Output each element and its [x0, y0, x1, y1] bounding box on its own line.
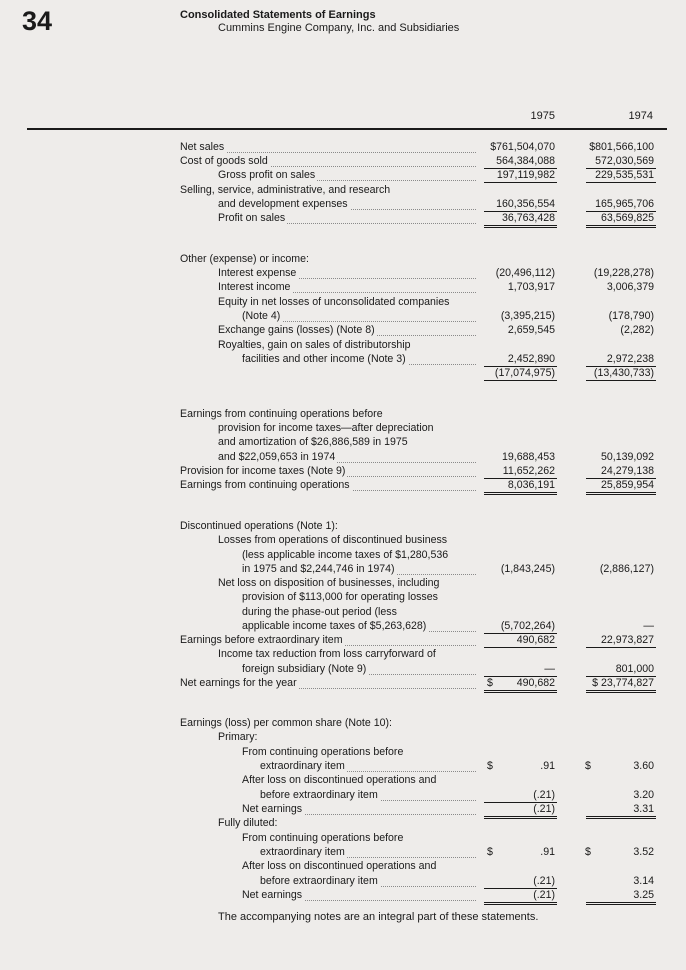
total-double-rule [586, 492, 656, 495]
statement-row [0, 169, 686, 182]
statement-row [0, 563, 686, 576]
total-double-rule [484, 225, 557, 228]
value-1975: 2,659,545 [507, 324, 555, 336]
row-label: during the phase-out period (less [242, 606, 397, 618]
statement-row [0, 860, 686, 873]
statement-row [0, 141, 686, 154]
row-label: Fully diluted: [218, 817, 278, 829]
row-label: From continuing operations before [242, 746, 404, 758]
row-label: Net earnings [242, 889, 303, 901]
statement-row [0, 817, 686, 830]
row-label: before extraordinary item [260, 875, 378, 887]
statement-row [0, 184, 686, 197]
row-label: Cost of goods sold [180, 155, 268, 167]
value-1975: (5,702,264) [500, 620, 555, 632]
row-label: Net sales [180, 141, 225, 153]
row-label: Net loss on disposition of businesses, including [218, 577, 440, 589]
value-1975: (20,496,112) [495, 267, 555, 279]
statement-row [0, 212, 686, 225]
statement-row [0, 367, 686, 380]
row-label: Losses from operations of discontinued business [218, 534, 448, 546]
total-double-rule [586, 225, 656, 228]
statement-row [0, 534, 686, 547]
value-1974: (178,790) [608, 310, 654, 322]
value-1975: (.21) [533, 789, 555, 801]
currency-symbol: $ [585, 760, 591, 772]
value-1975: — [544, 663, 555, 675]
value-1975: .91 [540, 760, 555, 772]
value-1974: 25,859,954 [600, 479, 654, 491]
year-header-1975: 1975 [530, 110, 555, 122]
subtotal-rule [484, 380, 557, 381]
row-label: Provision for income taxes (Note 9) [180, 465, 346, 477]
value-1975: 36,763,428 [501, 212, 555, 224]
row-label: before extraordinary item [260, 789, 378, 801]
value-1974: 801,000 [615, 663, 654, 675]
statement-row [0, 324, 686, 337]
value-1975: (.21) [533, 875, 555, 887]
statement-row [0, 760, 686, 773]
value-1974: (2,282) [620, 324, 654, 336]
row-label: Earnings from continuing operations before [180, 408, 383, 420]
statement-row [0, 465, 686, 478]
statement-row [0, 803, 686, 816]
footnote: The accompanying notes are an integral part of these statements. [218, 911, 539, 923]
value-1974: 3.60 [633, 760, 654, 772]
statement-row [0, 606, 686, 619]
statement-title: Consolidated Statements of Earnings [180, 9, 376, 21]
statement-row [0, 634, 686, 647]
row-label: Interest expense [218, 267, 297, 279]
subtotal-rule [586, 380, 656, 381]
value-1974: 50,139,092 [600, 451, 654, 463]
row-label: Royalties, gain on sales of distributorship [218, 339, 411, 351]
currency-symbol: $ [585, 846, 591, 858]
value-1975: (.21) [533, 803, 555, 815]
value-1975: (1,843,245) [500, 563, 555, 575]
row-label: facilities and other income (Note 3) [242, 353, 406, 365]
statement-row [0, 620, 686, 633]
row-label: Gross profit on sales [218, 169, 316, 181]
row-label: and $22,059,653 in 1974 [218, 451, 336, 463]
statement-row [0, 774, 686, 787]
year-header-1974: 1974 [628, 110, 653, 122]
statement-row [0, 832, 686, 845]
value-1974: 3.25 [633, 889, 654, 901]
value-1974: 572,030,569 [595, 155, 654, 167]
statement-row [0, 155, 686, 168]
statement-row [0, 520, 686, 533]
statement-row [0, 436, 686, 449]
value-1975: 2,452,890 [507, 353, 555, 365]
row-label: provision for income taxes—after depreciation [218, 422, 434, 434]
statement-row [0, 746, 686, 759]
statement-row [0, 479, 686, 492]
statement-row [0, 353, 686, 366]
total-double-rule [586, 690, 656, 693]
value-1974: 3.14 [633, 875, 654, 887]
statement-row [0, 339, 686, 352]
subtotal-rule [586, 182, 656, 183]
value-1974: (2,886,127) [599, 563, 654, 575]
value-1974: 24,279,138 [600, 465, 654, 477]
total-double-rule [484, 492, 557, 495]
value-1974: (13,430,733) [593, 367, 654, 379]
statement-row [0, 789, 686, 802]
row-label: (Note 4) [242, 310, 281, 322]
value-1975: 11,652,262 [502, 465, 555, 477]
statement-row [0, 875, 686, 888]
statement-row [0, 889, 686, 902]
row-label: Equity in net losses of unconsolidated companies [218, 296, 450, 308]
row-label: Profit on sales [218, 212, 286, 224]
row-label: and amortization of $26,886,589 in 1975 [218, 436, 408, 448]
row-label: Exchange gains (losses) (Note 8) [218, 324, 375, 336]
currency-symbol: $ [487, 677, 493, 689]
statement-row [0, 731, 686, 744]
row-label: Discontinued operations (Note 1): [180, 520, 338, 532]
value-1975: 564,384,088 [496, 155, 555, 167]
value-1974: $ 23,774,827 [592, 677, 654, 689]
statement-row [0, 310, 686, 323]
row-label: applicable income taxes of $5,263,628) [242, 620, 427, 632]
value-1975: 1,703,917 [507, 281, 555, 293]
value-1974: $801,566,100 [589, 141, 654, 153]
subtotal-rule [484, 182, 557, 183]
row-label: Earnings before extraordinary item [180, 634, 343, 646]
value-1975: (17,074,975) [494, 367, 555, 379]
statement-row [0, 648, 686, 661]
total-double-rule [484, 690, 557, 693]
row-label: After loss on discontinued operations and [242, 860, 437, 872]
value-1975: (3,395,215) [500, 310, 555, 322]
page-number: 34 [22, 6, 53, 36]
value-1974: 3.20 [633, 789, 654, 801]
statement-row [0, 422, 686, 435]
value-1974: 229,535,531 [595, 169, 654, 181]
currency-symbol: $ [487, 846, 493, 858]
currency-symbol: $ [487, 760, 493, 772]
row-label: Earnings (loss) per common share (Note 10): [180, 717, 392, 729]
total-double-rule [484, 902, 557, 905]
row-label: Earnings from continuing operations [180, 479, 350, 491]
row-label: Net earnings [242, 803, 303, 815]
company-subtitle: Cummins Engine Company, Inc. and Subsidiaries [218, 22, 460, 34]
total-double-rule [586, 902, 656, 905]
value-1975: 197,119,982 [496, 169, 555, 181]
value-1975: 8,036,191 [507, 479, 555, 491]
statement-row [0, 267, 686, 280]
row-label: Selling, service, administrative, and research [180, 184, 391, 196]
statement-row [0, 451, 686, 464]
row-label: Interest income [218, 281, 291, 293]
statement-row [0, 717, 686, 730]
row-label: From continuing operations before [242, 832, 404, 844]
value-1975: 490,682 [516, 634, 555, 646]
statement-row [0, 296, 686, 309]
statement-row [0, 663, 686, 676]
row-label: extraordinary item [260, 760, 345, 772]
value-1975: $761,504,070 [490, 141, 555, 153]
row-label: Other (expense) or income: [180, 253, 309, 265]
value-1975: 160,356,554 [496, 198, 555, 210]
row-label: extraordinary item [260, 846, 345, 858]
row-label: provision of $113,000 for operating losses [242, 591, 438, 603]
value-1974: 2,972,238 [606, 353, 654, 365]
statement-row [0, 281, 686, 294]
row-label: Net earnings for the year [180, 677, 297, 689]
value-1974: (19,228,278) [593, 267, 654, 279]
row-label: foreign subsidiary (Note 9) [242, 663, 367, 675]
row-label: (less applicable income taxes of $1,280,536 [242, 549, 449, 561]
statement-row [0, 549, 686, 562]
row-label: After loss on discontinued operations and [242, 774, 437, 786]
statement-row [0, 253, 686, 266]
statement-row [0, 846, 686, 859]
statement-row [0, 577, 686, 590]
statement-row [0, 591, 686, 604]
statement-row [0, 677, 686, 690]
row-label: and development expenses [218, 198, 348, 210]
row-label: Primary: [218, 731, 258, 743]
value-1975: (.21) [533, 889, 555, 901]
statement-row [0, 198, 686, 211]
row-label: Income tax reduction from loss carryforward of [218, 648, 436, 660]
value-1974: — [643, 620, 654, 632]
value-1974: 22,973,827 [600, 634, 654, 646]
value-1974: 63,569,825 [600, 212, 654, 224]
statement-row [0, 408, 686, 421]
row-label: in 1975 and $2,244,746 in 1974) [242, 563, 395, 575]
value-1974: 165,965,706 [595, 198, 654, 210]
value-1975: .91 [540, 846, 555, 858]
value-1974: 3.52 [633, 846, 654, 858]
value-1974: 3,006,379 [606, 281, 654, 293]
value-1975: 19,688,453 [501, 451, 555, 463]
value-1974: 3.31 [633, 803, 654, 815]
value-1975: 490,682 [516, 677, 555, 689]
